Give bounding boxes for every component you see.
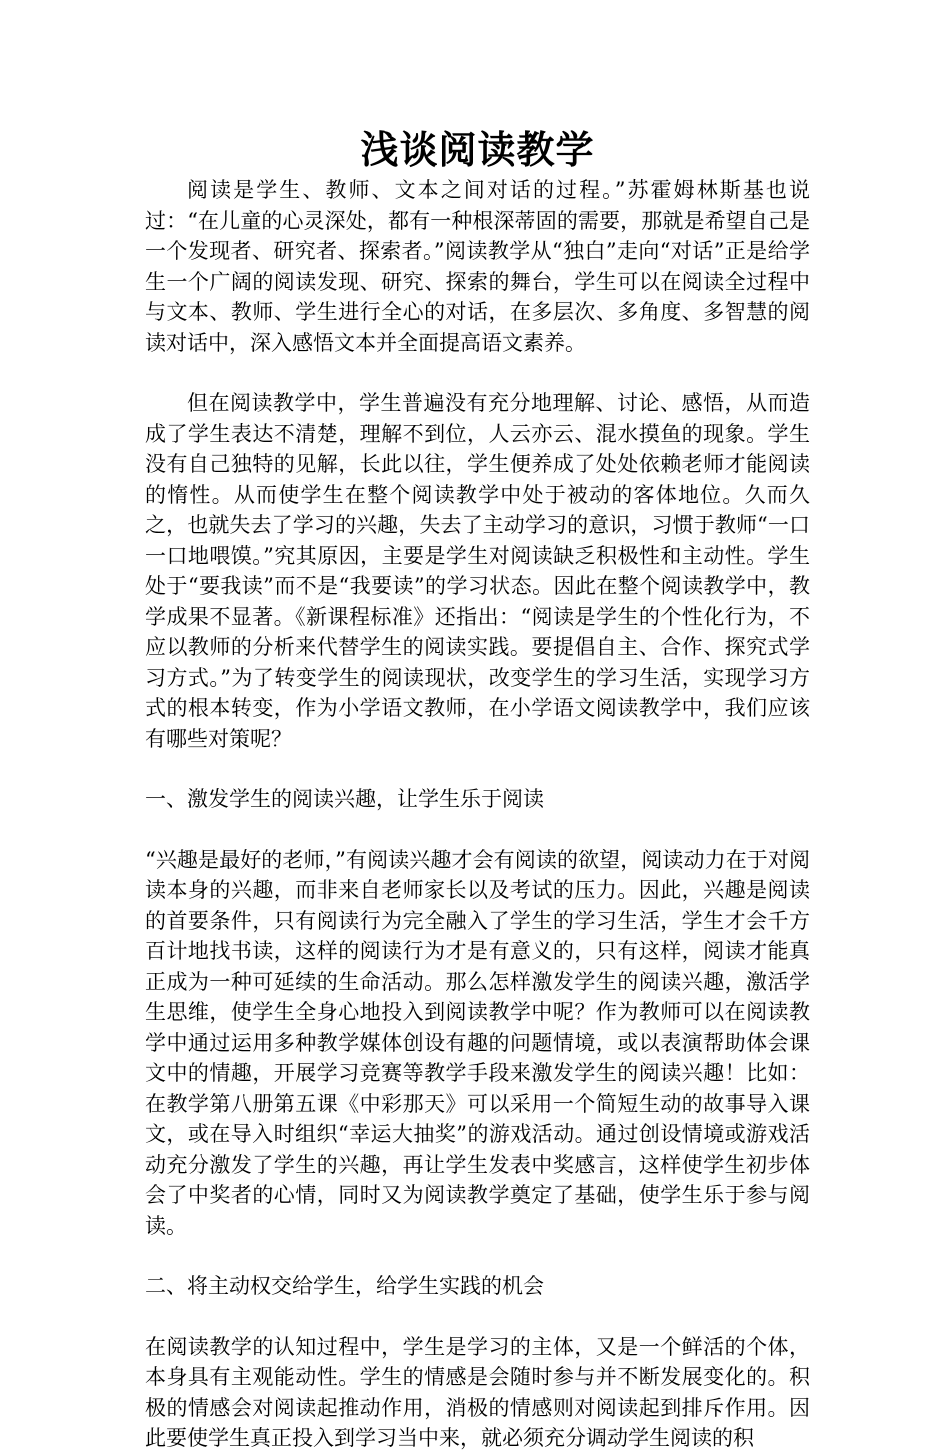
problem-paragraph: 但在阅读教学中，学生普遍没有充分地理解、讨论、感悟，从而造成了学生表达不清楚，理解不到位，人云亦云、混水摸鱼的现象。学生没有自己独特的见解，长此以往，学生便养成了处处依赖老师才能阅读的惰性。从而使学生在整个阅读教学中处于被动的客体地位。久而久之，也就失去了学习的兴趣，失去了主动学习的意识，习惯于教师“一口一口地喂馍。”究其原因，主要是学生对阅读缺乏积极性和主动性。学生处于“要我读”而不是“我要读”的学习状态。因此在整个阅读教学中，教学成果不显著。《新课程标准》还指出：“阅读是学生的个性化行为，不应以教师的分析来代替学生的阅读实践。要提倡自主、合作、探究式学习方式。”为了转变学生的阅读现状，改变学生的学习生活，实现学习方式的根本转变，作为小学语文教师，在小学语文阅读教学中，我们应该有哪些对策呢？ bbox=[145, 391, 810, 751]
document-title: 浅谈阅读教学 bbox=[360, 127, 595, 172]
section-2-heading: 二、将主动权交给学生，给学生实践的机会 bbox=[145, 1274, 544, 1298]
paragraph-spacer bbox=[145, 815, 810, 845]
section-2-body: 在阅读教学的认知过程中，学生是学习的主体，又是一个鲜活的个体，本身具有主观能动性。学生的情感是会随时参与并不断发展变化的。积极的情感会对阅读起推动作用，消极的情感则对阅读起到排斥作用。因此要使学生真正投入到学习当中来，就必须充分调动学生阅读的积 bbox=[145, 1334, 810, 1450]
section-1-heading: 一、激发学生的阅读兴趣，让学生乐于阅读 bbox=[145, 787, 544, 811]
section-1-body: “兴趣是最好的老师，”有阅读兴趣才会有阅读的欲望，阅读动力在于对阅读本身的兴趣，而非来自老师家长以及考试的压力。因此，兴趣是阅读的首要条件，只有阅读行为完全融入了学生的学习生活，学生才会千方百计地找书读，这样的阅读行为才是有意义的，只有这样，阅读才能真正成为一种可延续的生命活动。那么怎样激发学生的阅读兴趣，激活学生思维，使学生全身心地投入到阅读教学中呢？作为教师可以在阅读教学中通过运用多种教学媒体创设有趣的问题情境，或以表演帮助体会课文中的情趣，开展学习竞赛等教学手段来激发学生的阅读兴趣！比如：在教学第八册第五课《中彩那天》可以采用一个简短生动的故事导入课文，或在导入时组织“幸运大抽奖”的游戏活动。通过创设情境或游戏活动充分激发了学生的兴趣，再让学生发表中奖感言，这样使学生初步体会了中奖者的心情，同时又为阅读教学奠定了基础，使学生乐于参与阅读。 bbox=[145, 847, 810, 1238]
paragraph-spacer bbox=[145, 754, 810, 784]
intro-paragraph: 阅读是学生、教师、文本之间对话的过程。”苏霍姆林斯基也说过：“在儿童的心灵深处，都有一种根深蒂固的需要，那就是希望自己是一个发现者、研究者、探索者。”阅读教学从“独白”走向“对话”正是给学生一个广阔的阅读发现、研究、探索的舞台，学生可以在阅读全过程中与文本、教师、学生进行全心的对话，在多层次、多角度、多智慧的阅读对话中，深入感悟文本并全面提高语文素养。 bbox=[145, 178, 810, 355]
paragraph-spacer bbox=[145, 358, 810, 388]
paragraph-spacer bbox=[145, 1241, 810, 1271]
document-page bbox=[145, 125, 810, 1454]
paragraph-spacer bbox=[145, 1302, 810, 1332]
